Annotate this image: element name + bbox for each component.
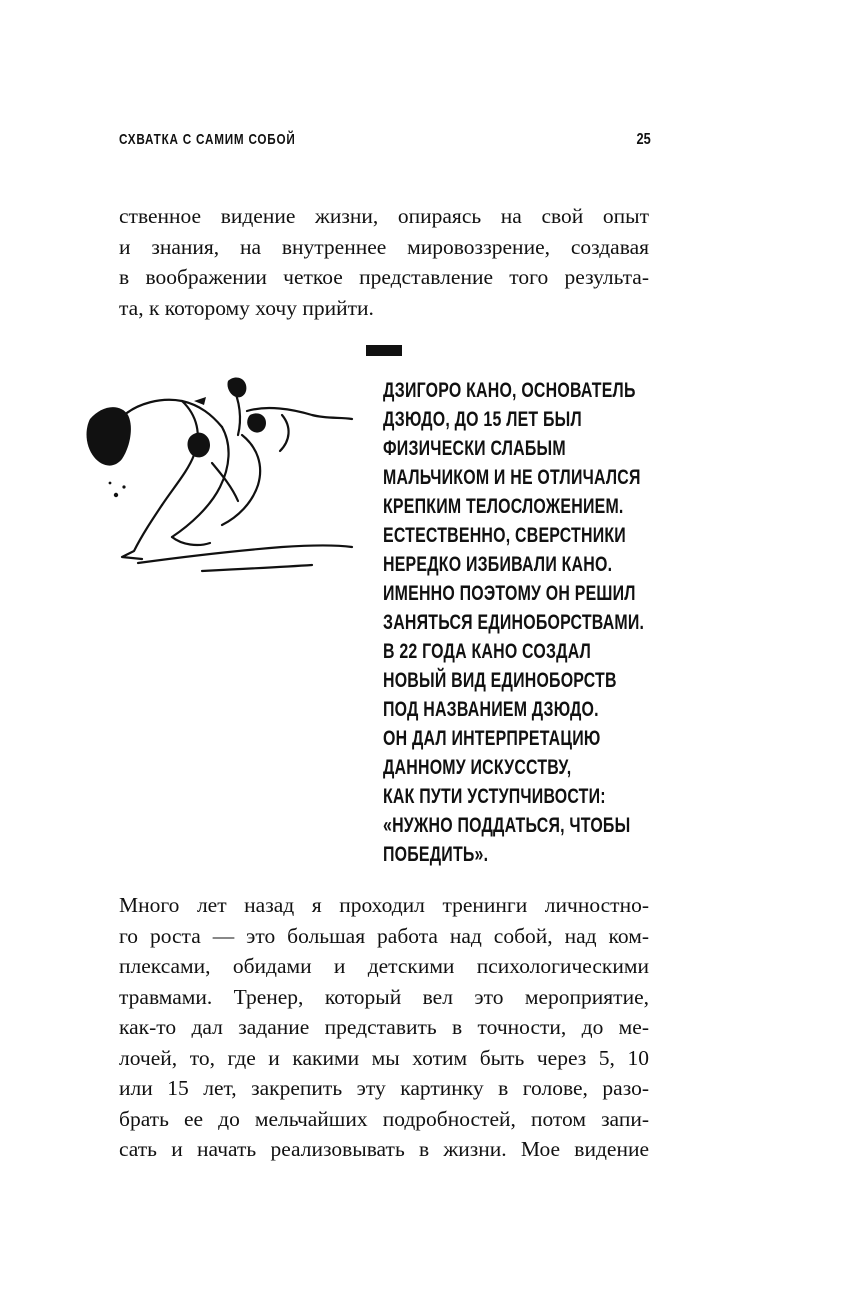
- sidebar-quote-line: ПОД НАЗВАНИЕМ ДЗЮДО.: [383, 697, 599, 721]
- sidebar-quote-line: В 22 ГОДА КАНО СОЗДАЛ: [383, 639, 592, 663]
- paragraph-bottom: [119, 890, 649, 1165]
- sidebar-quote-line: НЕРЕДКО ИЗБИВАЛИ КАНО.: [383, 552, 613, 576]
- running-title: СХВАТКА С САМИМ СОБОЙ: [119, 131, 296, 148]
- sidebar-quote-line: ДЗЮДО, ДО 15 ЛЕТ БЫЛ: [383, 407, 582, 431]
- sidebar-quote-line: КРЕПКИМ ТЕЛОСЛОЖЕНИЕМ.: [383, 494, 624, 518]
- paragraph-line: та, к которому хочу прийти.: [119, 295, 374, 320]
- paragraph-line: или 15 лет, закрепить эту картинку в голове, разо-: [119, 1076, 649, 1100]
- sidebar-quote-line: МАЛЬЧИКОМ И НЕ ОТЛИЧАЛСЯ: [383, 465, 641, 489]
- page-number: 25: [636, 131, 651, 148]
- sidebar-quote-line: ДАННОМУ ИСКУССТВУ,: [383, 755, 572, 779]
- sidebar-quote-line: НОВЫЙ ВИД ЕДИНОБОРСТВ: [383, 668, 617, 692]
- paragraph-line: лочей, то, где и какими мы хотим быть через 5, 10: [119, 1045, 649, 1070]
- paragraph-line: как-то дал задание представить в точности, до ме-: [119, 1015, 649, 1039]
- paragraph-line: го роста — это большая работа над собой, над ком-: [119, 923, 649, 948]
- sidebar-quote-line: ЗАНЯТЬСЯ ЕДИНОБОРСТВАМИ.: [383, 610, 645, 634]
- paragraph-line: сать и начать реализовывать в жизни. Мое видение: [119, 1137, 649, 1161]
- paragraph-line: и знания, на внутреннее мировоззрение, создавая: [119, 234, 649, 259]
- sidebar-marker-bar: [366, 345, 402, 356]
- sidebar-quote-line: «НУЖНО ПОДДАТЬСЯ, ЧТОБЫ: [383, 813, 631, 837]
- paragraph-line: брать ее до мельчайших подробностей, потом запи-: [119, 1106, 649, 1131]
- paragraph-top: [119, 201, 649, 323]
- sidebar-quote-line: ЕСТЕСТВЕННО, СВЕРСТНИКИ: [383, 523, 626, 547]
- sidebar-quote-line: ОН ДАЛ ИНТЕРПРЕТАЦИЮ: [383, 726, 601, 750]
- sidebar-quote-line: КАК ПУТИ УСТУПЧИВОСТИ:: [383, 784, 606, 808]
- paragraph-line: плексами, обидами и детскими психологическими: [119, 954, 649, 978]
- paragraph-line: Много лет назад я проходил тренинги личностно-: [119, 893, 649, 917]
- judo-throw-illustration-icon: [82, 375, 372, 580]
- sidebar-quote-line: ДЗИГОРО КАНО, ОСНОВАТЕЛЬ: [383, 378, 636, 402]
- paragraph-line: в воображении четкое представление того результа-: [119, 265, 649, 289]
- sidebar-quote-line: ИМЕННО ПОЭТОМУ ОН РЕШИЛ: [383, 581, 636, 605]
- sidebar-quote-line: ПОБЕДИТЬ».: [383, 842, 489, 866]
- paragraph-line: травмами. Тренер, который вел это мероприятие,: [119, 984, 649, 1009]
- sidebar-quote: [383, 376, 645, 869]
- sidebar-quote-line: ФИЗИЧЕСКИ СЛАБЫМ: [383, 436, 566, 460]
- paragraph-line: ственное видение жизни, опираясь на свой опыт: [119, 204, 649, 228]
